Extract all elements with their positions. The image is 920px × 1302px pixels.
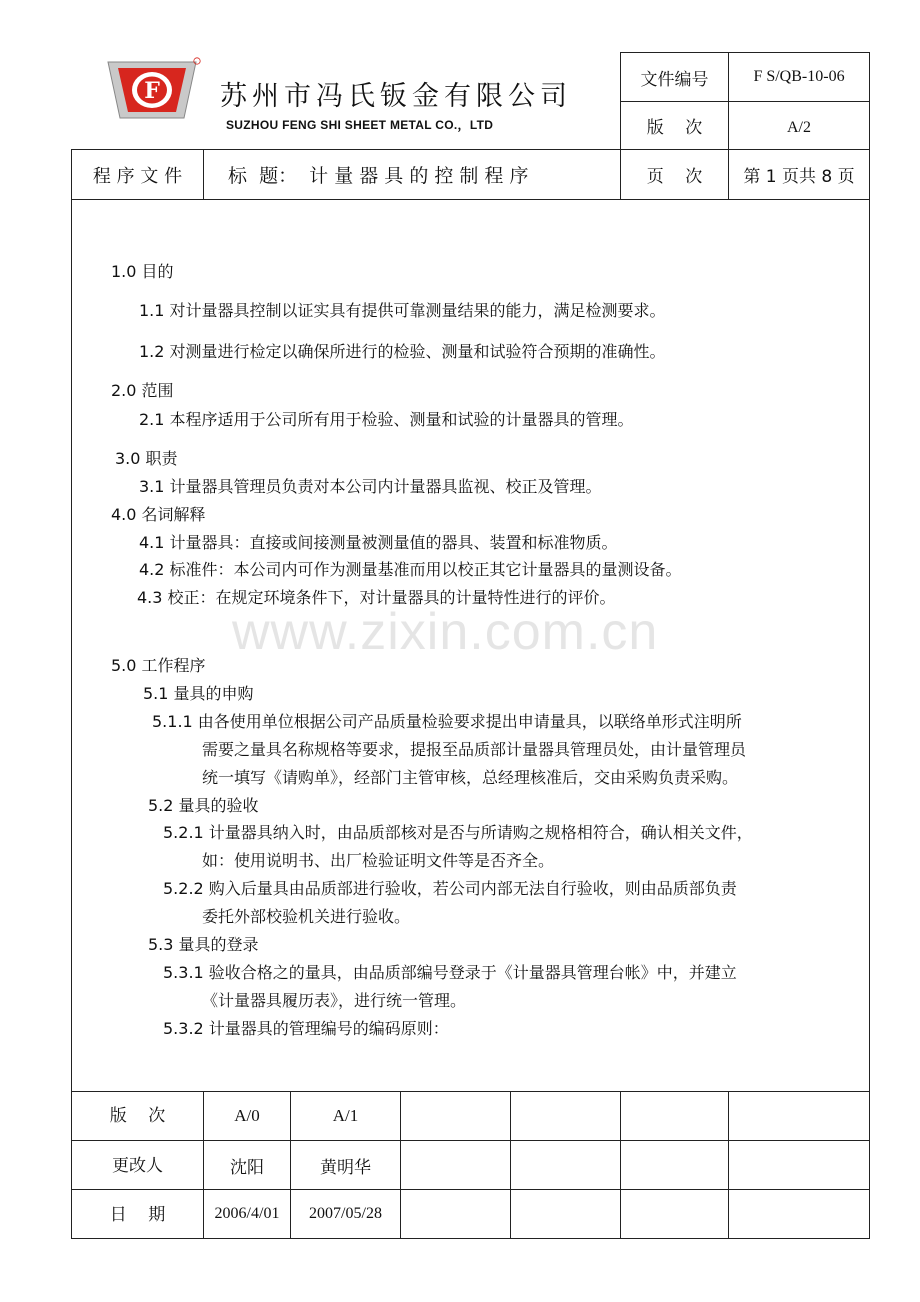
footer-changer-cell <box>729 1141 869 1189</box>
clause-5-1-1-cont-2: 统一填写《请购单》，经部门主管审核，总经理核准后，交由采购负责采购。 <box>202 768 739 787</box>
body-right-border <box>869 199 870 1238</box>
section-3-heading: 3.0 职责 <box>115 449 178 468</box>
footer-date-cell: 2007/05/28 <box>309 1205 382 1222</box>
clause-5-1: 5.1 量具的申购 <box>143 684 254 703</box>
clause-5-2: 5.2 量具的验收 <box>148 796 259 815</box>
doc-type: 程 序 文 件 <box>92 165 183 187</box>
clause-2-1: 2.1 本程序适用于公司所有用于检验、测量和试验的计量器具的管理。 <box>139 410 634 429</box>
footer-changer-cell: 沈阳 <box>230 1157 264 1178</box>
footer-label-date: 日 期 <box>109 1204 166 1225</box>
footer-version-cell <box>401 1092 510 1140</box>
clause-5-1-1-cont-1: 需要之量具名称规格等要求，提报至品质部计量器具管理员处，由计量管理员 <box>202 740 747 759</box>
clause-3-1: 3.1 计量器具管理员负责对本公司内计量器具监视、校正及管理。 <box>139 477 602 496</box>
doc-number-value: F S/QB-10-06 <box>753 68 845 85</box>
section-5-heading: 5.0 工作程序 <box>111 656 206 675</box>
footer-date-cell <box>621 1190 728 1238</box>
clause-5-2-1-cont: 如：使用说明书、出厂检验证明文件等是否齐全。 <box>202 851 555 870</box>
footer-version-cell <box>511 1092 620 1140</box>
clause-1-2: 1.2 对测量进行检定以确保所进行的检验、测量和试验符合预期的准确性。 <box>139 342 666 361</box>
company-name-cn: 苏州市冯氏钣金有限公司 <box>220 81 572 112</box>
clause-4-2: 4.2 标准件：本公司内可作为测量基准而用以校正其它计量器具的量测设备。 <box>139 560 682 579</box>
footer-version-cell: A/0 <box>234 1106 260 1125</box>
clause-5-3: 5.3 量具的登录 <box>148 935 259 954</box>
body-left-border <box>71 199 72 1238</box>
section-2-heading: 2.0 范围 <box>111 381 174 400</box>
clause-5-3-2: 5.3.2 计量器具的管理编号的编码原则： <box>163 1019 449 1038</box>
footer-line-4 <box>71 1238 870 1239</box>
clause-1-1: 1.1 对计量器具控制以证实具有提供可靠测量结果的能力，满足检测要求。 <box>139 301 666 320</box>
footer-changer-cell <box>621 1141 728 1189</box>
footer-label-version: 版 次 <box>109 1105 166 1126</box>
header-v-right <box>869 52 870 199</box>
footer-changer-cell: 黄明华 <box>320 1157 371 1178</box>
clause-5-2-1: 5.2.1 计量器具纳入时，由品质部核对是否与所请购之规格相符合，确认相关文件， <box>163 823 753 842</box>
logo-letter: F <box>144 78 160 104</box>
clause-5-2-2: 5.2.2 购入后量具由品质部进行验收，若公司内部无法自行验收，则由品质部负责 <box>163 879 737 898</box>
footer-date-cell <box>511 1190 620 1238</box>
version-value: A/2 <box>787 118 811 136</box>
footer-date-cell <box>401 1190 510 1238</box>
clause-4-1: 4.1 计量器具：直接或间接测量被测量值的器具、装置和标准物质。 <box>139 533 618 552</box>
doc-title: 标 题： 计 量 器 具 的 控 制 程 序 <box>228 165 529 187</box>
company-logo <box>104 56 204 126</box>
clause-5-3-1: 5.3.1 验收合格之的量具，由品质部编号登录于《计量器具管理台帐》中，并建立 <box>163 963 737 982</box>
footer-version-cell <box>621 1092 728 1140</box>
footer-date-cell: 2006/4/01 <box>214 1205 280 1222</box>
clause-4-3: 4.3 校正：在规定环境条件下，对计量器具的计量特性进行的评价。 <box>137 588 616 607</box>
footer-date-cell <box>729 1190 869 1238</box>
section-4-heading: 4.0 名词解释 <box>111 505 206 524</box>
page-value: 第 1 页共 8 页 <box>743 167 855 187</box>
doc-number-label: 文件编号 <box>640 69 709 90</box>
footer-version-cell: A/1 <box>332 1106 359 1125</box>
footer-changer-cell <box>401 1141 510 1189</box>
page-label: 页 次 <box>646 167 703 187</box>
clause-5-2-2-cont: 委托外部校验机关进行验收。 <box>202 907 411 926</box>
version-label: 版 次 <box>646 118 703 138</box>
footer-version-cell <box>729 1092 869 1140</box>
footer-label-changer: 更改人 <box>112 1155 163 1176</box>
company-name-en: SUZHOU FENG SHI SHEET METAL CO.，LTD <box>226 118 494 132</box>
footer-changer-cell <box>511 1141 620 1189</box>
section-1-heading: 1.0 目的 <box>111 262 174 281</box>
clause-5-3-1-cont: 《计量器具履历表》，进行统一管理。 <box>202 991 467 1010</box>
header-row-bottom <box>71 199 870 200</box>
clause-5-1-1: 5.1.1 由各使用单位根据公司产品质量检验要求提出申请量具，以联络单形式注明所 <box>152 712 742 731</box>
watermark: www.zixin.com.cn <box>232 603 659 661</box>
